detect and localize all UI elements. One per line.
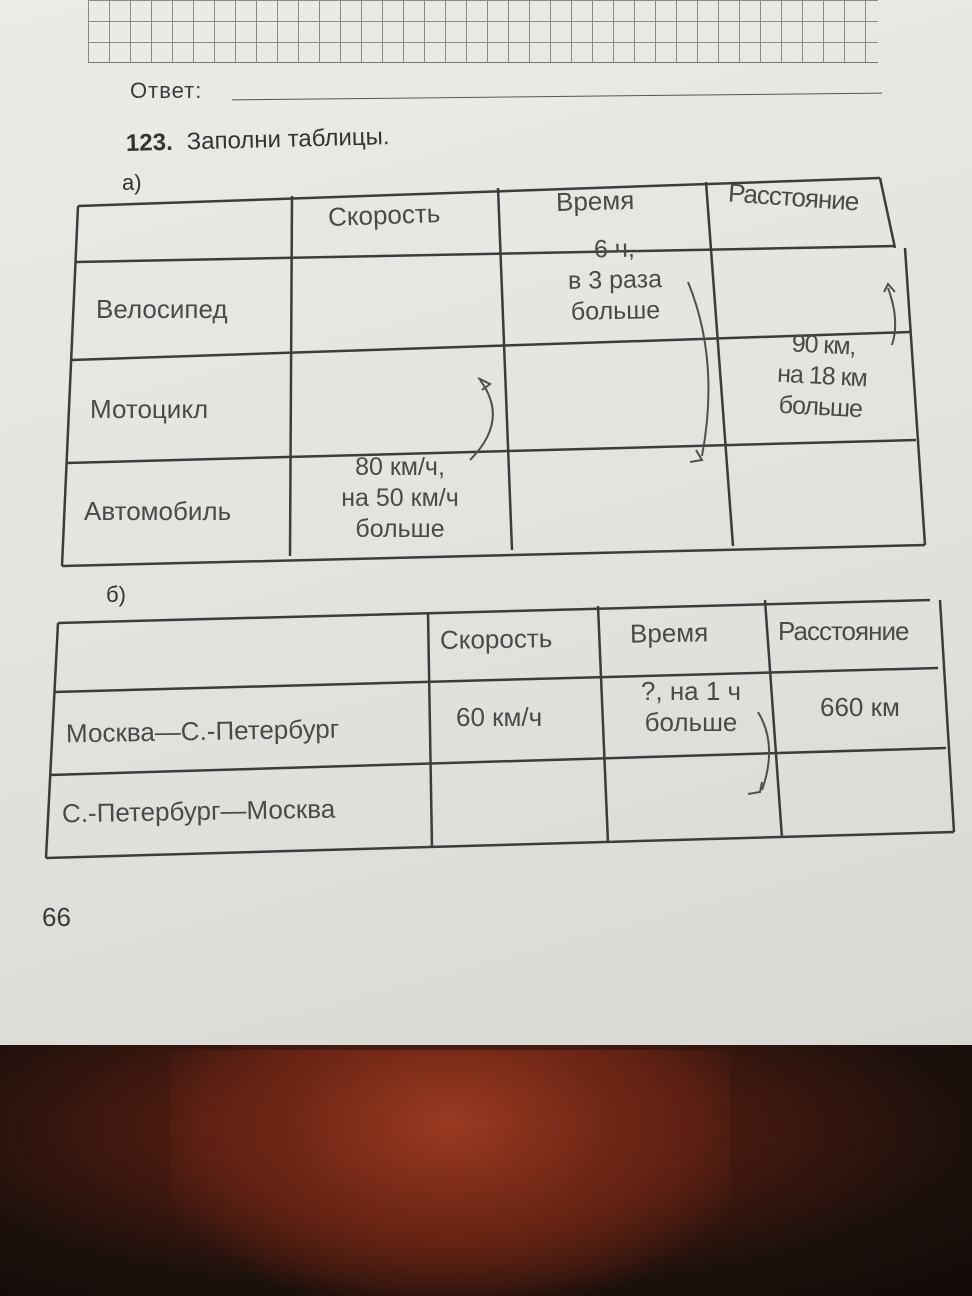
table-b-header-speed: Скорость	[439, 623, 553, 655]
red-fabric	[170, 1050, 730, 1296]
table-a-car-speed-line-3: больше	[355, 515, 445, 543]
table-b-header-time: Время	[629, 617, 709, 649]
table-a-bicycle-time-line-1: 6 ч,	[593, 234, 636, 264]
table-b-header-distance: Расстояние	[778, 616, 909, 646]
table-a-car-speed-line-2: на 50 км/ч	[341, 484, 459, 512]
table-a-header-time: Время	[555, 184, 635, 218]
table-a-header-distance: Расстояние	[727, 177, 860, 217]
page-number: 66	[42, 902, 71, 932]
table-a-motorcycle-distance-line-2: на 18 км	[776, 359, 868, 393]
table-a-header-speed: Скорость	[327, 198, 441, 232]
table-b-msk-spb-time-line-2: больше	[644, 707, 738, 737]
table-a-bicycle-time-line-3: больше	[570, 296, 661, 326]
table-a-car-speed-line-1: 80 км/ч,	[355, 453, 445, 481]
table-b-msk-spb-speed: 60 км/ч	[456, 702, 543, 732]
table-a-bicycle-time-line-2: в 3 раза	[567, 265, 663, 295]
table-b-msk-spb-time	[612, 676, 770, 738]
table-b-msk-spb-time-line-1: ?, на 1 ч	[640, 676, 742, 706]
task-instruction: Заполни таблицы.	[186, 123, 390, 156]
table-a-motorcycle-distance-line-3: больше	[778, 390, 863, 424]
answer-label: Ответ:	[130, 78, 203, 103]
table-b-label: б)	[106, 582, 126, 607]
table-a-row-name-bicycle: Велосипед	[96, 294, 228, 324]
task-number: 123.	[125, 128, 174, 157]
table-a-row-name-car: Автомобиль	[84, 496, 232, 526]
table-b-row-name-spb-msk: С.-Петербург—Москва	[61, 793, 336, 829]
table-a-label: а)	[122, 170, 142, 195]
table-a-row-name-motorcycle: Мотоцикл	[90, 394, 209, 424]
table-b-row-name-msk-spb: Москва—С.-Петербург	[65, 713, 340, 749]
table-b-msk-spb-distance: 660 км	[820, 692, 900, 722]
table-a-motorcycle-distance-line-1: 90 км,	[791, 329, 857, 361]
